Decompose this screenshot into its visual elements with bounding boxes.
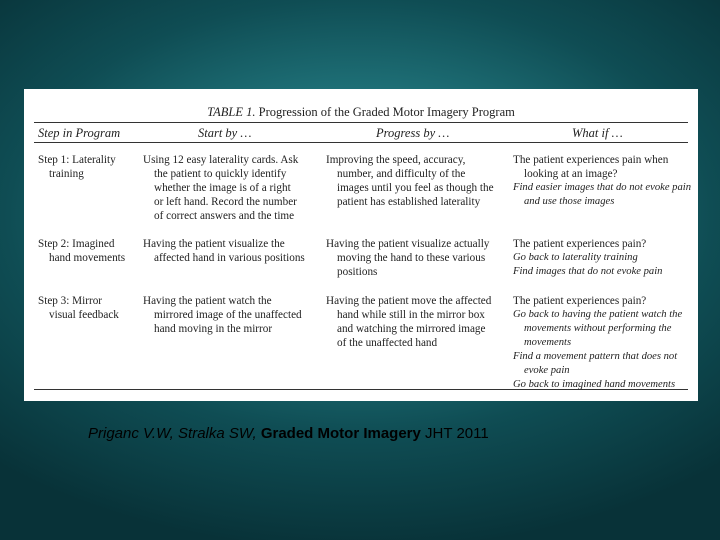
header-whatif: What if … (572, 126, 623, 140)
row1-start-line: of correct answers and the time (154, 210, 295, 222)
row2-whatif (513, 237, 662, 279)
row1-whatif-line: and use those images (524, 196, 615, 207)
row3-progress-line: and watching the mirrored image (337, 323, 486, 335)
row1-progress-line: Improving the speed, accuracy, (326, 154, 466, 166)
row1-start-line: Using 12 easy laterality cards. Ask (143, 154, 299, 166)
row2-step-line: hand movements (49, 252, 126, 264)
row3-whatif-line: Go back to having the patient watch the (513, 309, 683, 320)
row1-step-line: training (49, 168, 84, 180)
row1-step (38, 153, 116, 181)
row2-step-line: Step 2: Imagined (38, 238, 115, 250)
row3-whatif-line: movements without performing the (524, 323, 672, 334)
row1-whatif (513, 153, 691, 209)
table-title-label: TABLE 1. (207, 105, 256, 119)
row3-progress-line: of the unaffected hand (337, 337, 438, 349)
row3-whatif-line: Find a movement pattern that does not (513, 351, 678, 362)
table-bottom-rule (34, 389, 688, 390)
row2-start (143, 237, 305, 265)
row2-whatif-line: The patient experiences pain? (513, 238, 647, 250)
row2-progress-line: positions (337, 266, 378, 278)
citation-journal: JHT 2011 (425, 425, 489, 442)
row1-start-line: whether the image is of a right (154, 182, 291, 194)
row3-whatif-line: The patient experiences pain? (513, 295, 647, 307)
table-top-rule (34, 122, 688, 123)
header-progress: Progress by … (376, 126, 450, 140)
header-step: Step in Program (38, 126, 121, 140)
row3-whatif-line: Go back to imagined hand movements (513, 379, 676, 390)
row3-start-line: hand moving in the mirror (154, 323, 273, 335)
header-start: Start by … (198, 126, 252, 140)
row3-start-line: mirrored image of the unaffected (154, 309, 302, 321)
citation-caption (88, 425, 489, 442)
citation-authors: Priganc V.W, Stralka SW, (88, 425, 257, 442)
row1-step-line: Step 1: Laterality (38, 154, 116, 166)
row2-progress (326, 237, 489, 279)
row1-whatif-line: Find easier images that do not evoke pain (513, 182, 691, 193)
row1-progress-line: patient has established laterality (337, 196, 481, 208)
row3-step (38, 294, 119, 322)
row1-start-line: or left hand. Record the number (154, 196, 297, 208)
table-header-rule (34, 142, 688, 143)
row3-whatif-line: movements (524, 337, 572, 348)
row1-progress-line: images until you feel as though the (337, 182, 494, 194)
row3-progress-line: hand while still in the mirror box (337, 309, 485, 321)
row3-whatif-line: evoke pain (524, 365, 570, 376)
row1-progress (326, 153, 494, 209)
row1-whatif-line: The patient experiences pain when (513, 154, 669, 166)
row2-progress-line: Having the patient visualize actually (326, 238, 490, 250)
citation-title: Graded Motor Imagery (260, 425, 421, 442)
row2-start-line: Having the patient visualize the (143, 238, 285, 250)
row3-progress (326, 294, 491, 350)
row2-whatif-line: Find images that do not evoke pain (513, 266, 663, 277)
row2-whatif-line: Go back to laterality training (513, 252, 638, 263)
row3-start (143, 294, 302, 336)
row3-step-line: visual feedback (49, 309, 119, 321)
row1-whatif-line: looking at an image? (524, 168, 618, 180)
table-title (24, 105, 698, 120)
row2-start-line: affected hand in various positions (154, 252, 305, 264)
row1-progress-line: number, and difficulty of the (337, 168, 466, 180)
row3-whatif (513, 294, 682, 392)
row1-start (143, 153, 298, 223)
row3-start-line: Having the patient watch the (143, 295, 272, 307)
row2-step (38, 237, 125, 265)
table-image (24, 89, 698, 401)
row3-step-line: Step 3: Mirror (38, 295, 103, 307)
row1-start-line: the patient to quickly identify (154, 168, 287, 180)
row2-progress-line: moving the hand to these various (337, 252, 486, 264)
row3-progress-line: Having the patient move the affected (326, 295, 492, 307)
table-title-text: Progression of the Graded Motor Imagery Program (258, 105, 515, 119)
